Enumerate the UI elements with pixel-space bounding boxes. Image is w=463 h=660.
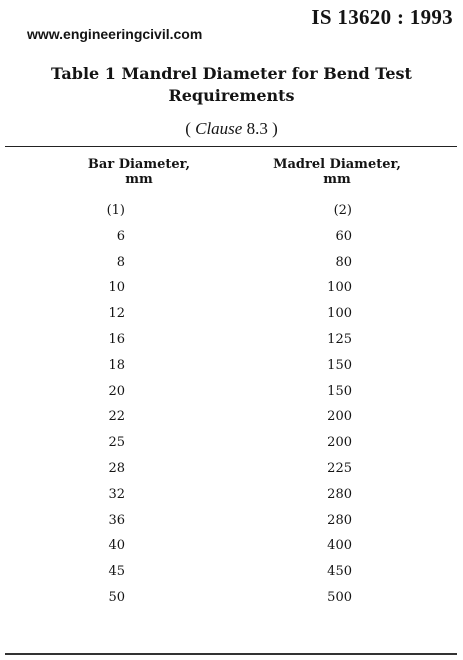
column-header-bar-diameter: [79, 157, 199, 187]
mandrel-diameter-cell: 80: [335, 254, 352, 270]
mandrel-diameter-cell: 100: [327, 280, 352, 296]
mandrel-diameter-cell: 200: [327, 409, 352, 425]
bar-diameter-cell: 8: [116, 254, 125, 270]
bar-diameter-cell: 36: [108, 512, 125, 528]
table-row: [0, 327, 463, 353]
clause-number: 8.3 ): [242, 119, 278, 138]
bar-diameter-cell: 22: [108, 409, 125, 425]
mandrel-diameter-cell: 225: [327, 460, 352, 476]
column-header-line1: Bar Diameter,: [87, 157, 191, 172]
mandrel-diameter-cell: 125: [327, 331, 352, 347]
bar-diameter-cell: 28: [108, 460, 125, 476]
table-row: [0, 404, 463, 430]
clause-open: (: [185, 119, 196, 138]
mandrel-diameter-cell: 200: [327, 435, 352, 451]
table-row: [0, 508, 463, 534]
mandrel-diameter-cell: 280: [327, 512, 352, 528]
table-row: [0, 456, 463, 482]
mandrel-diameter-cell: 400: [327, 538, 352, 554]
mandrel-diameter-cell: 150: [327, 357, 352, 373]
mandrel-diameter-cell: 100: [327, 306, 352, 322]
bar-diameter-cell: 45: [108, 564, 125, 580]
table-row: [0, 585, 463, 611]
bar-diameter-cell: 16: [108, 331, 125, 347]
bar-diameter-cell: 20: [108, 383, 125, 399]
bar-diameter-cell: (1): [106, 203, 125, 218]
bar-diameter-cell: 10: [108, 280, 125, 296]
clause-word: Clause: [195, 119, 243, 138]
table-row: [0, 533, 463, 559]
table-row: [0, 379, 463, 405]
bar-diameter-cell: 40: [108, 538, 125, 554]
table-row: [0, 353, 463, 379]
table-row: [0, 250, 463, 276]
column-header-mandrel-diameter: [262, 157, 412, 187]
table-title-line2: Requirements: [168, 86, 295, 105]
table-title: [0, 63, 463, 107]
table-row: [0, 482, 463, 508]
table-body: [0, 198, 463, 611]
column-header-line2: mm: [125, 172, 153, 187]
column-header-line2: mm: [323, 172, 351, 187]
mandrel-diameter-cell: 60: [335, 228, 352, 244]
table-row: [0, 275, 463, 301]
website-url: www.engineeringcivil.com: [27, 26, 203, 42]
bar-diameter-cell: 6: [116, 228, 125, 244]
bar-diameter-cell: 25: [108, 435, 125, 451]
mandrel-diameter-cell: 280: [327, 486, 352, 502]
table-row: [0, 301, 463, 327]
table-top-rule: [5, 146, 457, 147]
mandrel-diameter-cell: 450: [327, 564, 352, 580]
standard-number: IS 13620 : 1993: [311, 5, 453, 29]
bar-diameter-cell: 50: [108, 589, 125, 605]
table-row: [0, 198, 463, 224]
bar-diameter-cell: 18: [108, 357, 125, 373]
table-row: [0, 559, 463, 585]
clause-reference: [0, 119, 463, 139]
table-row: [0, 430, 463, 456]
table-title-line1: Table 1 Mandrel Diameter for Bend Test: [51, 64, 412, 83]
table-bottom-rule: [5, 653, 457, 655]
mandrel-diameter-cell: 500: [327, 589, 352, 605]
column-header-line1: Madrel Diameter,: [273, 157, 401, 172]
mandrel-diameter-cell: 150: [327, 383, 352, 399]
bar-diameter-cell: 32: [108, 486, 125, 502]
mandrel-diameter-cell: (2): [333, 203, 352, 218]
bar-diameter-cell: 12: [108, 306, 125, 322]
table-row: [0, 224, 463, 250]
